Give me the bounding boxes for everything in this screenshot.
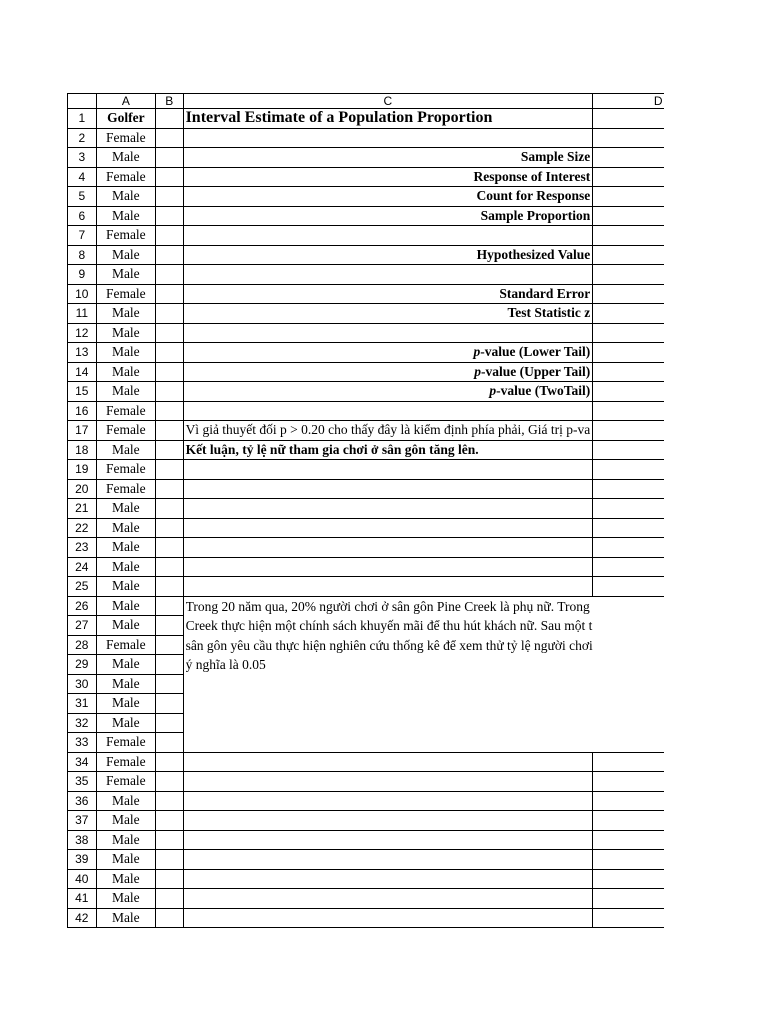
cell-golfer[interactable]: Male — [96, 674, 155, 694]
row-number[interactable]: 14 — [68, 362, 97, 382]
row-number[interactable]: 42 — [68, 908, 97, 928]
cell-empty[interactable] — [156, 206, 184, 226]
cell-empty[interactable] — [156, 577, 184, 597]
cell-empty[interactable] — [183, 226, 593, 246]
cell-empty[interactable] — [156, 635, 184, 655]
problem-text-line: Creek thực hiện một chính sách khuyến mãi để thu hút khách nữ. Sau một t — [185, 618, 593, 633]
row-number[interactable]: 9 — [68, 265, 97, 285]
row-number[interactable]: 18 — [68, 440, 97, 460]
cell-empty[interactable] — [156, 362, 184, 382]
cell-empty[interactable] — [156, 343, 184, 363]
row-number[interactable]: 34 — [68, 752, 97, 772]
row-number[interactable]: 30 — [68, 674, 97, 694]
label-sample-proportion[interactable]: Sample Proportion — [183, 206, 593, 226]
row-number[interactable]: 26 — [68, 596, 97, 616]
cell-golfer[interactable]: Male — [96, 187, 155, 207]
row-number[interactable]: 16 — [68, 401, 97, 421]
label-response-of-interest[interactable]: Response of Interest — [183, 167, 593, 187]
cell-golfer[interactable]: Male — [96, 908, 155, 928]
table-row — [68, 245, 768, 265]
cell-golfer[interactable]: Female — [96, 460, 155, 480]
cell-empty[interactable] — [156, 226, 184, 246]
table-row — [68, 206, 768, 226]
row-number[interactable]: 1 — [68, 109, 97, 129]
cell-golfer[interactable]: Male — [96, 499, 155, 519]
table-row — [68, 499, 768, 519]
cell-empty[interactable] — [183, 908, 593, 928]
table-row — [68, 889, 768, 909]
cell-empty[interactable] — [156, 265, 184, 285]
cell-golfer[interactable]: Female — [96, 226, 155, 246]
row-number[interactable]: 2 — [68, 128, 97, 148]
table-row — [68, 557, 768, 577]
cell-golfer[interactable]: Female — [96, 752, 155, 772]
column-header-row — [68, 94, 768, 109]
cell-empty[interactable] — [156, 440, 184, 460]
cell-golfer[interactable]: Male — [96, 304, 155, 324]
cell-golfer[interactable]: Male — [96, 577, 155, 597]
row-number[interactable]: 27 — [68, 616, 97, 636]
cell-empty[interactable] — [156, 908, 184, 928]
cell-empty[interactable] — [183, 850, 593, 870]
cell-empty[interactable] — [156, 323, 184, 343]
cell-empty[interactable] — [156, 499, 184, 519]
cell-empty[interactable] — [156, 128, 184, 148]
table-row — [68, 596, 768, 616]
row-number[interactable]: 37 — [68, 811, 97, 831]
cell-empty[interactable] — [156, 733, 184, 753]
spreadsheet — [67, 93, 768, 928]
table-row — [68, 850, 768, 870]
table-row — [68, 343, 768, 363]
note-hypothesis[interactable]: Vì giả thuyết đối p > 0.20 cho thấy đây là kiểm định phía phải, Giá trị p-va — [183, 421, 593, 441]
table-row — [68, 869, 768, 889]
p-letter: p — [474, 363, 481, 379]
table-row — [68, 128, 768, 148]
cell-empty[interactable] — [183, 791, 593, 811]
note-conclusion[interactable]: Kết luận, tỷ lệ nữ tham gia chơi ở sân gôn tăng lên. — [183, 440, 593, 460]
cell-golfer[interactable]: Female — [96, 421, 155, 441]
label-p-value-two-tail[interactable] — [183, 382, 593, 402]
cell-golfer[interactable]: Male — [96, 382, 155, 402]
cell-empty[interactable] — [156, 284, 184, 304]
sheet-title[interactable]: Interval Estimate of a Population Proportion — [183, 109, 593, 129]
row-number[interactable]: 24 — [68, 557, 97, 577]
cell-golfer[interactable]: Male — [96, 850, 155, 870]
row-number[interactable]: 36 — [68, 791, 97, 811]
cell-empty[interactable] — [156, 304, 184, 324]
cell-golfer[interactable]: Female — [96, 128, 155, 148]
row-number[interactable]: 31 — [68, 694, 97, 714]
cell-golfer[interactable]: Male — [96, 889, 155, 909]
table-row — [68, 479, 768, 499]
row-number[interactable]: 4 — [68, 167, 97, 187]
row-number[interactable]: 11 — [68, 304, 97, 324]
table-row — [68, 401, 768, 421]
cell-empty[interactable] — [183, 323, 593, 343]
table-row — [68, 772, 768, 792]
row-number[interactable]: 35 — [68, 772, 97, 792]
cell-golfer[interactable]: Male — [96, 713, 155, 733]
cell-golfer[interactable]: Male — [96, 616, 155, 636]
cell-golfer[interactable]: Male — [96, 538, 155, 558]
cell-golfer[interactable]: Male — [96, 206, 155, 226]
row-number[interactable]: 15 — [68, 382, 97, 402]
cell-golfer[interactable]: Male — [96, 869, 155, 889]
cell-empty[interactable] — [156, 518, 184, 538]
table-row — [68, 421, 768, 441]
cell-empty[interactable] — [183, 772, 593, 792]
cell-empty[interactable] — [156, 850, 184, 870]
cell-empty[interactable] — [156, 382, 184, 402]
row-number[interactable]: 25 — [68, 577, 97, 597]
row-number[interactable]: 5 — [68, 187, 97, 207]
cell-golfer[interactable]: Female — [96, 479, 155, 499]
cell-golfer[interactable]: Male — [96, 440, 155, 460]
table-row — [68, 440, 768, 460]
cell-golfer[interactable]: Male — [96, 596, 155, 616]
cell-empty[interactable] — [156, 889, 184, 909]
problem-text-line: sân gôn yêu cầu thực hiện nghiên cứu thống kê để xem thử tỷ lệ người chơi — [185, 637, 593, 653]
row-number[interactable]: 8 — [68, 245, 97, 265]
label-count-for-response[interactable]: Count for Response — [183, 187, 593, 207]
cell-empty[interactable] — [183, 811, 593, 831]
row-number[interactable]: 41 — [68, 889, 97, 909]
table-row — [68, 148, 768, 168]
cell-golfer[interactable]: Male — [96, 791, 155, 811]
cell-empty[interactable] — [156, 245, 184, 265]
row-number[interactable]: 23 — [68, 538, 97, 558]
table-row — [68, 538, 768, 558]
cell-empty[interactable] — [156, 616, 184, 636]
cell-empty[interactable] — [156, 148, 184, 168]
table-row — [68, 791, 768, 811]
cell-golfer[interactable]: Male — [96, 323, 155, 343]
column-header-b[interactable]: B — [156, 94, 184, 109]
cell-golfer[interactable]: Male — [96, 694, 155, 714]
cell-empty[interactable] — [156, 830, 184, 850]
table-row — [68, 167, 768, 187]
cell-golfer[interactable]: Male — [96, 362, 155, 382]
cell-empty[interactable] — [156, 538, 184, 558]
cell-empty[interactable] — [183, 577, 593, 597]
cell-empty[interactable] — [183, 479, 593, 499]
p-value-label-text: -value (Lower Tail) — [480, 344, 591, 360]
row-number[interactable]: 12 — [68, 323, 97, 343]
table-row — [68, 460, 768, 480]
cell-golfer[interactable]: Male — [96, 557, 155, 577]
row-number[interactable]: 38 — [68, 830, 97, 850]
table-row — [68, 323, 768, 343]
row-number[interactable]: 17 — [68, 421, 97, 441]
cell-golfer[interactable]: Female — [96, 772, 155, 792]
row-number[interactable]: 20 — [68, 479, 97, 499]
cell-empty[interactable] — [156, 655, 184, 675]
cell-empty[interactable] — [156, 421, 184, 441]
cell-golfer[interactable]: Female — [96, 167, 155, 187]
table-row — [68, 304, 768, 324]
cell-golfer[interactable]: Male — [96, 830, 155, 850]
row-number[interactable]: 10 — [68, 284, 97, 304]
cell-empty[interactable] — [183, 557, 593, 577]
p-value-label-text: -value (Upper Tail) — [480, 363, 591, 379]
cell-empty[interactable] — [156, 752, 184, 772]
label-test-statistic[interactable]: Test Statistic z — [183, 304, 593, 324]
table-row — [68, 187, 768, 207]
cell-empty[interactable] — [183, 830, 593, 850]
cell-empty[interactable] — [156, 713, 184, 733]
column-header-c[interactable]: C — [183, 94, 593, 109]
table-row — [68, 518, 768, 538]
row-number[interactable]: 7 — [68, 226, 97, 246]
table-row — [68, 752, 768, 772]
cell-empty[interactable] — [183, 401, 593, 421]
cell-golfer[interactable]: Female — [96, 401, 155, 421]
cell-golfer[interactable]: Female — [96, 284, 155, 304]
cell-empty[interactable] — [156, 557, 184, 577]
table-row — [68, 284, 768, 304]
cell-golfer[interactable]: Male — [96, 245, 155, 265]
cell-empty[interactable] — [183, 538, 593, 558]
label-p-value-upper[interactable] — [183, 362, 593, 382]
p-value-label-text: -value (TwoTail) — [496, 383, 591, 399]
table-row — [68, 577, 768, 597]
p-letter: p — [473, 344, 481, 360]
p-letter: p — [489, 383, 497, 399]
table-row — [68, 109, 768, 129]
row-number[interactable]: 22 — [68, 518, 97, 538]
label-p-value-lower[interactable] — [183, 343, 593, 363]
cell-empty[interactable] — [156, 479, 184, 499]
cell-golfer[interactable]: Male — [96, 148, 155, 168]
cell-empty[interactable] — [156, 109, 184, 129]
cell-golfer[interactable]: Female — [96, 635, 155, 655]
column-header-a[interactable]: A — [96, 94, 155, 109]
table-row — [68, 226, 768, 246]
row-number[interactable]: 29 — [68, 655, 97, 675]
row-number[interactable]: 13 — [68, 343, 97, 363]
cell-golfer[interactable]: Male — [96, 655, 155, 675]
label-sample-size[interactable]: Sample Size — [183, 148, 593, 168]
cell-empty[interactable] — [183, 128, 593, 148]
cell-golfer[interactable]: Male — [96, 811, 155, 831]
cell-empty[interactable] — [183, 869, 593, 889]
cell-empty[interactable] — [156, 811, 184, 831]
table-row — [68, 382, 768, 402]
table-row — [68, 811, 768, 831]
row-number[interactable]: 40 — [68, 869, 97, 889]
corner-cell[interactable] — [68, 94, 97, 109]
row-number[interactable]: 32 — [68, 713, 97, 733]
cell-empty[interactable] — [183, 499, 593, 519]
cell-empty[interactable] — [156, 187, 184, 207]
cell-golfer[interactable]: Golfer — [96, 109, 155, 129]
cell-empty[interactable] — [156, 674, 184, 694]
cell-empty[interactable] — [156, 694, 184, 714]
row-number[interactable]: 21 — [68, 499, 97, 519]
table-row — [68, 830, 768, 850]
row-number[interactable]: 3 — [68, 148, 97, 168]
problem-text-line: ý nghĩa là 0.05 — [185, 657, 266, 672]
row-number[interactable]: 6 — [68, 206, 97, 226]
cell-empty[interactable] — [183, 752, 593, 772]
table-row — [68, 908, 768, 928]
cell-empty[interactable] — [156, 167, 184, 187]
row-number[interactable]: 33 — [68, 733, 97, 753]
row-number[interactable]: 39 — [68, 850, 97, 870]
page-margin — [664, 0, 768, 1024]
cell-empty[interactable] — [156, 772, 184, 792]
row-number[interactable]: 28 — [68, 635, 97, 655]
cell-golfer[interactable]: Male — [96, 518, 155, 538]
cell-golfer[interactable]: Male — [96, 265, 155, 285]
cell-empty[interactable] — [183, 460, 593, 480]
cell-empty[interactable] — [156, 460, 184, 480]
cell-empty[interactable] — [183, 518, 593, 538]
label-standard-error[interactable]: Standard Error — [183, 284, 593, 304]
cell-empty[interactable] — [156, 791, 184, 811]
problem-text-line: Trong 20 năm qua, 20% người chơi ở sân gôn Pine Creek là phụ nữ. Trong — [185, 598, 590, 614]
cell-empty[interactable] — [183, 265, 593, 285]
row-number[interactable]: 19 — [68, 460, 97, 480]
cell-empty[interactable] — [183, 889, 593, 909]
column-header-d[interactable]: D — [593, 94, 724, 109]
cell-golfer[interactable]: Female — [96, 733, 155, 753]
cell-golfer[interactable]: Male — [96, 343, 155, 363]
cell-empty[interactable] — [156, 869, 184, 889]
table-row — [68, 362, 768, 382]
cell-empty[interactable] — [156, 596, 184, 616]
label-hypothesized-value[interactable]: Hypothesized Value — [183, 245, 593, 265]
cell-empty[interactable] — [156, 401, 184, 421]
table-row — [68, 265, 768, 285]
